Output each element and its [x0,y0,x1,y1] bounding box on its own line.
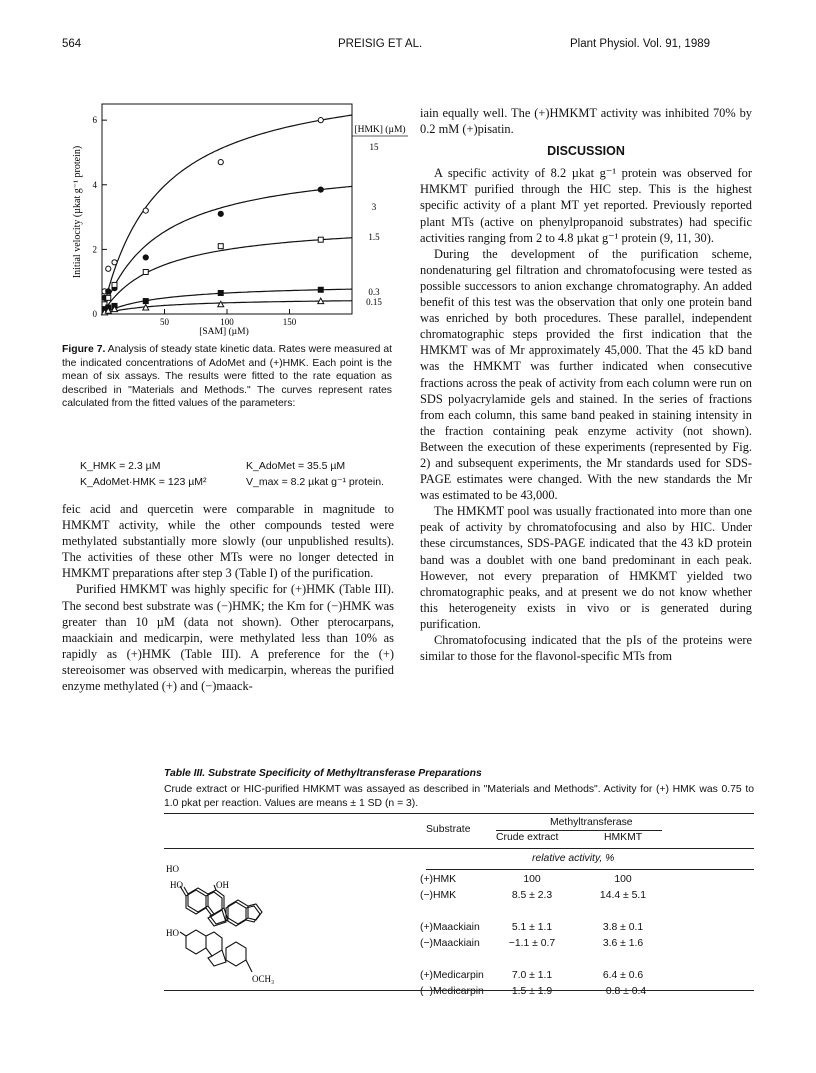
x-tick-label: 150 [282,317,297,327]
x-tick-label: 50 [160,317,169,327]
table-cell-hmkmt: 14.4 ± 5.1 [599,890,647,901]
table-title [164,768,482,779]
col-header-crude: Crude extract [496,832,559,843]
x-axis-label: [SAM] (µM) [199,327,249,337]
table-cell-crude: 100 [523,874,541,885]
data-point-1.5 [106,295,111,300]
table-cell-crude: −1.1 ± 0.7 [508,938,556,949]
y-tick-label: 0 [92,309,97,319]
table-cell-substrate: (+)Maackiain [420,922,480,933]
table-cell-hmkmt: 6.4 ± 0.6 [602,970,644,981]
data-point-1.5 [218,244,223,249]
figure-caption [62,343,392,411]
data-point-3 [106,289,111,294]
y-tick-label: 6 [92,115,97,126]
data-point-15 [143,208,148,213]
right-paragraph-1: A specific activity of 8.2 µkat g⁻¹ protein was observed for HMKMT purified through the HIC step. This is the highest specific activity of a plant MT yet reported. Previously reported plant MTs (active on phenylpropanoid substrates) had specific activities ranging from 2 to 4.8 µkat g⁻¹ protein (9, 11, 30). [420,166,752,245]
maackiain-ho-label: HO [166,864,179,874]
hmk-oh-label: OH [216,880,229,890]
units-rule [426,869,754,870]
figure-caption-text: Analysis of steady state kinetic data. Rates were measured at the indicated concentrations of AdoMet and (+)HMK. Each point is the mean of six assays. The results were fitted to the rate equation as described in "Materials and Methods." The curves represent rates calculated from the fitted values of the parameters: [62,344,392,410]
structure-medicarpin [166,924,286,988]
data-point-1.5 [143,270,148,275]
legend-entry-15: 15 [369,142,379,152]
table-cell-substrate: (+)HMK [420,874,457,885]
right-paragraph-3: The HMKMT pool was usually fractionated into more than one peak of activity by chromatofocusing and also by HIC. Under these circumstances, SDS-PAGE indicated that the 43 kD protein band was a doublet with one band predominant in each peak. However, not every preparation of HMKMT yielded two chromatographic peaks, and at present we do not know whether this heterogeneity exists in vivo or is generated during purification. [420,504,752,631]
data-point-15 [218,160,223,165]
table-cell-crude: 7.0 ± 1.1 [511,970,553,981]
param-k-adomet: K_AdoMet = 35.5 µM [246,460,346,472]
data-point-0.3 [143,299,148,304]
hmk-ho-label: HO [170,880,183,890]
figure-7-chart [62,92,406,337]
left-paragraph-2: Purified HMKMT was highly specific for (+)HMK (Table III). The second best substrate was (−)HMK; the Km for (−)HMK was greater than 10 µM (data not shown). Other pterocarpans, maackiain and medicarpin, were methylated less than 10% as rapidly as (+)HMK (Table III). A preference for the (+) stereoisomer was observed with medicarpin, whereas the purified enzyme methylated (+) and (−)maack- [62,582,394,694]
table-cell-substrate: (−)Medicarpin [420,986,484,997]
col-header-hmkmt: HMKMT [604,832,643,843]
col-header-substrate: Substrate [426,824,471,835]
table-cell-substrate: (−)Maackiain [420,938,480,949]
param-k-adomet-hmk: K_AdoMet·HMK = 123 µM² [80,476,207,488]
table-cell-substrate: (−)HMK [420,890,457,901]
y-axis-label: Initial velocity (µkat g⁻¹ protein) [72,145,83,279]
table-cell-crude: 1.5 ± 1.9 [511,986,553,997]
data-point-15 [112,260,117,265]
col-header-group: Methyltransferase [550,817,633,828]
figure-caption-label: Figure 7. [62,344,106,355]
y-tick-label: 4 [92,179,97,190]
running-authors: PREISIG ET AL. [338,38,423,50]
right-paragraph-0: iain equally well. The (+)HMKMT activity was inhibited 70% by 0.2 mM (+)pisatin. [420,106,752,137]
table-title-text: Table III. Substrate Specificity of Methyltransferase Preparations [164,768,482,779]
param-k-hmk: K_HMK = 2.3 µM [80,460,161,472]
right-paragraph-4: Chromatofocusing indicated that the pIs of the proteins were similar to those for the flavonol-specific MTs from [420,633,752,664]
legend-entry-1.5: 1.5 [368,232,380,242]
medicarpin-och3-label: OCH₃ [252,974,275,984]
series-line-15 [102,115,352,314]
table-cell-hmkmt: −0.8 ± 0.4 [599,986,647,997]
y-tick-label: 2 [92,244,97,255]
table-cell-hmkmt: 3.8 ± 0.1 [602,922,644,933]
data-point-0.15 [218,301,224,307]
data-point-0.3 [218,291,223,296]
data-point-3 [218,211,223,216]
data-point-1.5 [112,282,117,287]
structure-maackiain [166,860,276,918]
header-rule [164,848,754,849]
legend-entry-3: 3 [371,202,377,212]
data-point-15 [318,118,323,123]
data-point-15 [106,266,111,271]
param-vmax: V_max = 8.2 µkat g⁻¹ protein. [246,476,384,488]
data-point-3 [143,255,148,260]
table-cell-hmkmt: 100 [614,874,632,885]
left-column-text [62,501,394,694]
discussion-heading: DISCUSSION [547,144,625,159]
table-cell-crude: 8.5 ± 2.3 [511,890,553,901]
legend-entry-0.3: 0.3 [368,287,380,297]
table-cell-hmkmt: 3.6 ± 1.6 [602,938,644,949]
data-point-1.5 [318,237,323,242]
journal-citation: Plant Physiol. Vol. 91, 1989 [570,38,711,50]
table-bottom-rule [164,990,754,991]
x-tick-label: 100 [220,317,234,327]
medicarpin-ho-label: HO [166,928,179,938]
table-cell-crude: 5.1 ± 1.1 [511,922,553,933]
units-label: relative activity, % [532,853,615,864]
page-number: 564 [62,38,82,50]
table-cell-substrate: (+)Medicarpin [420,970,484,981]
plot-frame [102,104,352,314]
data-point-0.3 [318,287,323,292]
left-paragraph-1: feic acid and quercetin were comparable in magnitude to HMKMT activity, while the other compounds tested were methylated substantially more slowly (our unpublished results). The activities of these other MTs were no longer detected in HMKMT preparations after step 3 (Table I) of the purification. [62,502,394,581]
right-column-text [420,105,752,664]
right-paragraph-2: During the development of the purification scheme, nondenaturing gel filtration and chromatofocusing were tested as possible successors to anion exchange chromatography. An added benefit of this test was the observation that only one protein band was enriched by both procedures. These parallel, independent chromatographic steps provided the first indication that the HMKMT was of Mr approximately 45,000. That the 45 kD band was the HMKMT was further indicated when consecutive fractions across the peak of activity from each column were run on SDS polyacrylamide gels and stained. In the series of fractions from each column, this same band peaked in staining intensity in the fraction containing peak enzyme activity (not shown). Between the execution of these experiments (represented by Fig. 2) and subsequent experiments, the Mr standards used for SDS-PAGE estimates were changed. With the new standards the Mr was estimated to be 43,000. [420,246,752,503]
legend-title: [HMK] (µM) [354,125,406,135]
group-rule [496,830,662,831]
data-point-3 [318,187,323,192]
table-description: Crude extract or HIC-purified HMKMT was assayed as described in "Materials and Methods". Activity for (+) HMK was 0.75 to 1.0 pkat per reaction. Values are means ± 1 SD (n = 3). [164,784,754,809]
table-top-rule [164,813,754,814]
legend-entry-0.15: 0.15 [366,297,382,307]
